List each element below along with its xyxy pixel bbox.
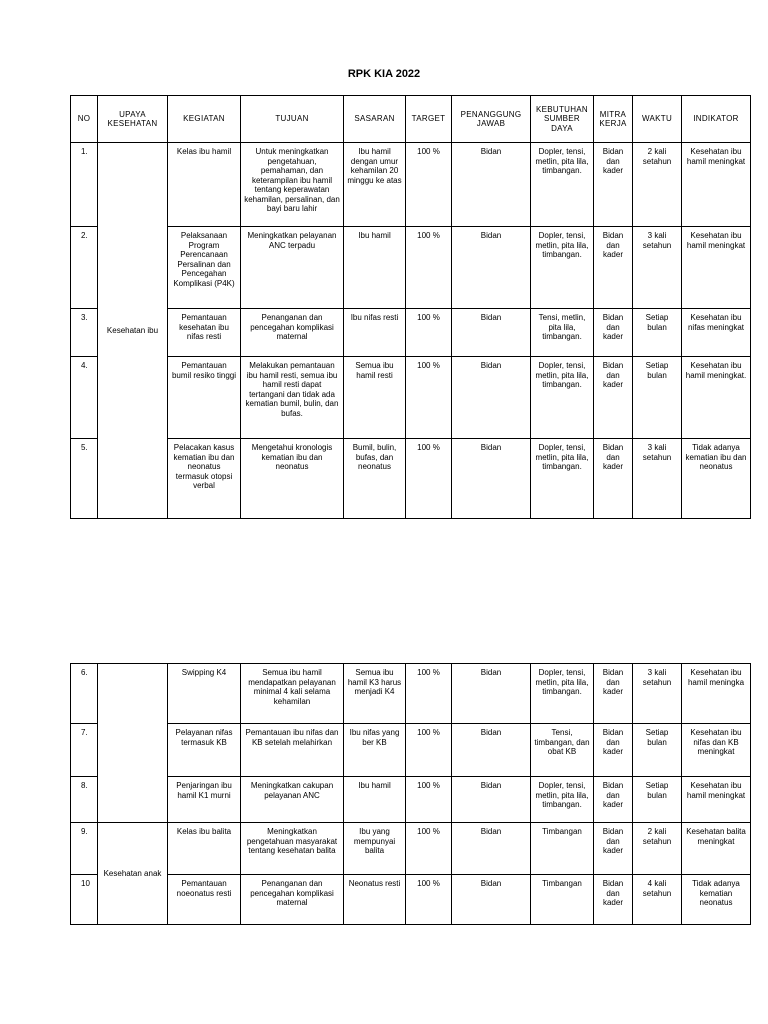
cell-mitra: Bidan dan kader (594, 664, 633, 724)
table-row (71, 664, 751, 724)
cell-indikator: Kesehatan ibu hamil meningkat (682, 143, 751, 227)
cell-mitra: Bidan dan kader (594, 357, 633, 439)
cell-kegiatan: Pemantauan bumil resiko tinggi (168, 357, 241, 439)
cell-sasaran: Ibu yang mempunyai balita (344, 823, 406, 875)
cell-indikator: Kesehatan balita meningkat (682, 823, 751, 875)
cell-kegiatan: Pemantauan kesehatan ibu nifas resti (168, 309, 241, 357)
cell-mitra: Bidan dan kader (594, 227, 633, 309)
cell-pj: Bidan (452, 357, 531, 439)
header-sasaran: SASARAN (344, 96, 406, 143)
cell-upaya-blank (98, 664, 168, 823)
cell-waktu: Setiap bulan (633, 777, 682, 823)
cell-waktu: Setiap bulan (633, 724, 682, 777)
cell-kebutuhan: Tensi, metlin, pita lila, timbangan. (531, 309, 594, 357)
cell-target: 100 % (406, 724, 452, 777)
cell-kebutuhan: Dopler, tensi, metlin, pita lila, timbangan. (531, 143, 594, 227)
cell-sasaran: Ibu hamil dengan umur kehamilan 20 minggu ke atas (344, 143, 406, 227)
cell-mitra: Bidan dan kader (594, 823, 633, 875)
cell-target: 100 % (406, 439, 452, 519)
header-no: NO (71, 96, 98, 143)
header-kebutuhan: KEBUTUHAN SUMBER DAYA (531, 96, 594, 143)
cell-tujuan: Meningkatkan pelayanan ANC terpadu (241, 227, 344, 309)
header-indikator: INDIKATOR (682, 96, 751, 143)
cell-no: 8. (71, 777, 98, 823)
cell-waktu: 4 kali setahun (633, 875, 682, 925)
cell-sasaran: Ibu nifas yang ber KB (344, 724, 406, 777)
table-row (71, 143, 751, 227)
cell-sasaran: Semua ibu hamil K3 harus menjadi K4 (344, 664, 406, 724)
cell-sasaran: Neonatus resti (344, 875, 406, 925)
table-row (71, 357, 751, 439)
cell-kebutuhan: Tensi, timbangan, dan obat KB (531, 724, 594, 777)
cell-indikator: Kesehatan ibu hamil meningkat (682, 777, 751, 823)
rpk-table-part-2 (70, 663, 751, 925)
header-waktu: WAKTU (633, 96, 682, 143)
cell-sasaran: Bumil, bulin, bufas, dan neonatus (344, 439, 406, 519)
cell-mitra: Bidan dan kader (594, 309, 633, 357)
cell-pj: Bidan (452, 823, 531, 875)
cell-target: 100 % (406, 309, 452, 357)
cell-kebutuhan: Dopler, tensi, metlin, pita lila, timbangan. (531, 357, 594, 439)
table-row (71, 777, 751, 823)
cell-kebutuhan: Dopler, tensi, metlin, pita lila, timbangan. (531, 439, 594, 519)
cell-mitra: Bidan dan kader (594, 875, 633, 925)
cell-no: 9. (71, 823, 98, 875)
cell-no: 7. (71, 724, 98, 777)
table-row (71, 823, 751, 875)
cell-kegiatan: Kelas ibu hamil (168, 143, 241, 227)
cell-indikator: Kesehatan ibu nifas dan KB meningkat (682, 724, 751, 777)
cell-tujuan: Meningkatkan pengetahuan masyarakat tentang kesehatan balita (241, 823, 344, 875)
cell-no: 4. (71, 357, 98, 439)
cell-indikator: Kesehatan ibu hamil meningkat. (682, 357, 751, 439)
cell-pj: Bidan (452, 664, 531, 724)
header-tujuan: TUJUAN (241, 96, 344, 143)
cell-pj: Bidan (452, 439, 531, 519)
cell-kebutuhan: Dopler, tensi, metlin, pita lila, timbangan. (531, 664, 594, 724)
cell-kegiatan: Kelas ibu balita (168, 823, 241, 875)
cell-mitra: Bidan dan kader (594, 777, 633, 823)
cell-indikator: Tidak adanya kematian ibu dan neonatus (682, 439, 751, 519)
header-kegiatan: KEGIATAN (168, 96, 241, 143)
cell-target: 100 % (406, 664, 452, 724)
cell-kebutuhan: Dopler, tensi, metlin, pita lila, timbangan. (531, 777, 594, 823)
cell-sasaran: Semua ibu hamil resti (344, 357, 406, 439)
cell-tujuan: Melakukan pemantauan ibu hamil resti, semua ibu hamil resti dapat tertangani dan tidak ada kematian bumil, bulin, dan bufas. (241, 357, 344, 439)
cell-waktu: 2 kali setahun (633, 143, 682, 227)
cell-kegiatan: Pelayanan nifas termasuk KB (168, 724, 241, 777)
cell-tujuan: Mengetahui kronologis kematian ibu dan neonatus (241, 439, 344, 519)
cell-kebutuhan: Dopler, tensi, metlin, pita lila, timbangan. (531, 227, 594, 309)
cell-mitra: Bidan dan kader (594, 439, 633, 519)
cell-pj: Bidan (452, 227, 531, 309)
cell-target: 100 % (406, 823, 452, 875)
cell-target: 100 % (406, 227, 452, 309)
cell-no: 6. (71, 664, 98, 724)
cell-tujuan: Pemantauan ibu nifas dan KB setelah melahirkan (241, 724, 344, 777)
table-row (71, 875, 751, 925)
cell-upaya-anak: Kesehatan anak (98, 823, 168, 925)
header-mitra: MITRA KERJA (594, 96, 633, 143)
cell-waktu: 3 kali setahun (633, 227, 682, 309)
cell-kegiatan: Pelaksanaan Program Perencanaan Persalinan dan Pencegahan Komplikasi (P4K) (168, 227, 241, 309)
cell-sasaran: Ibu hamil (344, 227, 406, 309)
cell-pj: Bidan (452, 875, 531, 925)
cell-no: 5. (71, 439, 98, 519)
cell-indikator: Kesehatan ibu hamil meningka (682, 664, 751, 724)
header-penanggung-jawab: PENANGGUNG JAWAB (452, 96, 531, 143)
cell-waktu: 2 kali setahun (633, 823, 682, 875)
cell-target: 100 % (406, 357, 452, 439)
table-header-row (71, 96, 751, 143)
cell-sasaran: Ibu hamil (344, 777, 406, 823)
table-row (71, 439, 751, 519)
table-row (71, 724, 751, 777)
cell-pj: Bidan (452, 309, 531, 357)
table-row (71, 227, 751, 309)
cell-kegiatan: Penjaringan ibu hamil K1 murni (168, 777, 241, 823)
cell-pj: Bidan (452, 143, 531, 227)
cell-waktu: 3 kali setahun (633, 664, 682, 724)
cell-target: 100 % (406, 777, 452, 823)
cell-waktu: Setiap bulan (633, 309, 682, 357)
page-title: RPK KIA 2022 (347, 68, 421, 80)
cell-target: 100 % (406, 143, 452, 227)
cell-waktu: Setiap bulan (633, 357, 682, 439)
cell-tujuan: Penanganan dan pencegahan komplikasi maternal (241, 875, 344, 925)
cell-pj: Bidan (452, 777, 531, 823)
cell-mitra: Bidan dan kader (594, 724, 633, 777)
cell-upaya-ibu: Kesehatan ibu (98, 143, 168, 519)
cell-kegiatan: Pelacakan kasus kematian ibu dan neonatus termasuk otopsi verbal (168, 439, 241, 519)
cell-pj: Bidan (452, 724, 531, 777)
cell-tujuan: Penanganan dan pencegahan komplikasi maternal (241, 309, 344, 357)
cell-tujuan: Meningkatkan cakupan pelayanan ANC (241, 777, 344, 823)
cell-mitra: Bidan dan kader (594, 143, 633, 227)
cell-kegiatan: Pemantauan noeonatus resti (168, 875, 241, 925)
cell-no: 1. (71, 143, 98, 227)
cell-no: 2. (71, 227, 98, 309)
cell-sasaran: Ibu nifas resti (344, 309, 406, 357)
header-target: TARGET (406, 96, 452, 143)
cell-indikator: Kesehatan ibu nifas meningkat (682, 309, 751, 357)
cell-no: 3. (71, 309, 98, 357)
cell-tujuan: Untuk meningkatkan pengetahuan, pemahaman, dan keterampilan ibu hamil tentang keperawatan kehamilan, persalinan, dan bayi baru lahir (241, 143, 344, 227)
cell-target: 100 % (406, 875, 452, 925)
rpk-table-part-1 (70, 95, 751, 519)
table-row (71, 309, 751, 357)
cell-kebutuhan: Timbangan (531, 823, 594, 875)
cell-indikator: Tidak adanya kematian neonatus (682, 875, 751, 925)
header-upaya: UPAYA KESEHATAN (98, 96, 168, 143)
cell-kebutuhan: Timbangan (531, 875, 594, 925)
cell-kegiatan: Swipping K4 (168, 664, 241, 724)
cell-tujuan: Semua ibu hamil mendapatkan pelayanan minimal 4 kali selama kehamilan (241, 664, 344, 724)
cell-indikator: Kesehatan ibu hamil meningkat (682, 227, 751, 309)
cell-waktu: 3 kali setahun (633, 439, 682, 519)
cell-no: 10 (71, 875, 98, 925)
